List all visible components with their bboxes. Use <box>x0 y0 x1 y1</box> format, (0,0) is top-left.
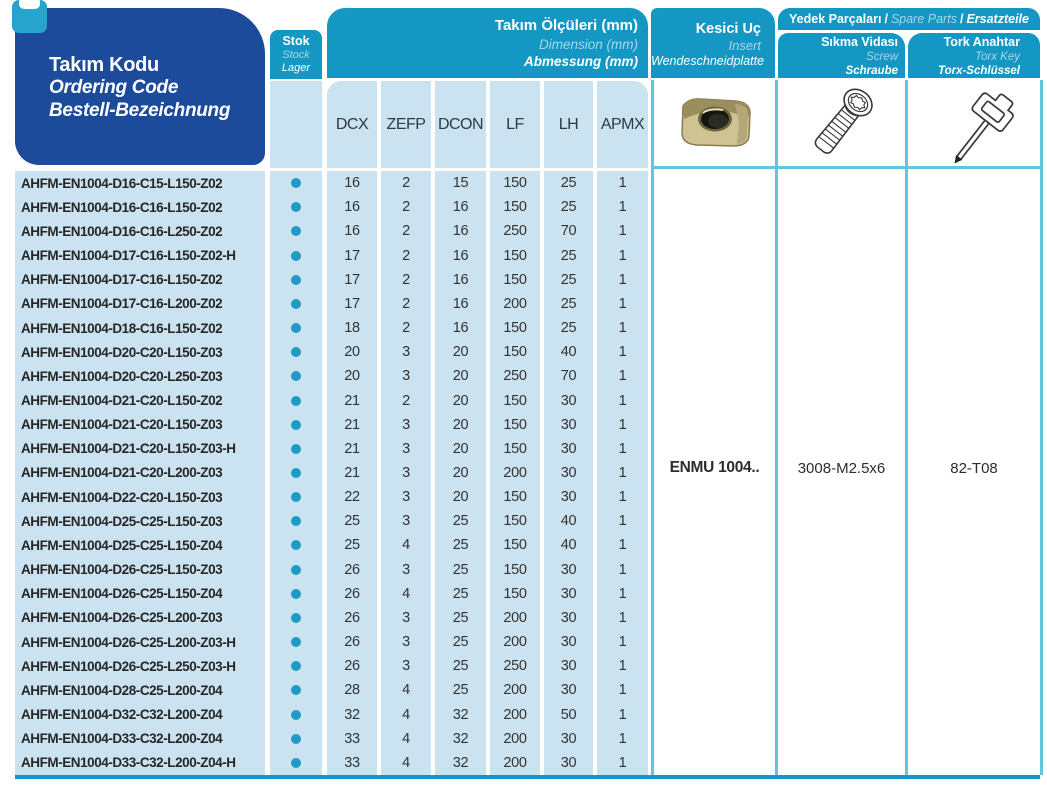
row-12-lh: 30 <box>544 461 593 485</box>
stock-available-dot <box>291 613 301 623</box>
spare-parts-label-tr: Yedek Parçaları <box>789 12 882 26</box>
stock-available-dot <box>291 178 301 188</box>
row-0-lh: 25 <box>544 171 593 195</box>
row-6-zefp: 2 <box>381 316 431 340</box>
divider-screw-torx <box>905 80 908 775</box>
column-header-dcx: DCX <box>327 81 377 168</box>
row-0-dcon: 15 <box>435 171 486 195</box>
row-20-lf: 250 <box>490 654 540 678</box>
stock-column-header <box>270 30 322 79</box>
row-1-dcx: 16 <box>327 195 377 219</box>
row-13-ordering-code: AHFM-EN1004-D22-C20-L150-Z03 <box>15 485 265 509</box>
row-20-stock-cell <box>270 654 322 678</box>
row-2-stock-cell <box>270 219 322 243</box>
row-6-ordering-code: AHFM-EN1004-D18-C16-L150-Z02 <box>15 316 265 340</box>
row-3-dcon: 16 <box>435 243 486 267</box>
row-6-apmx: 1 <box>597 316 648 340</box>
stock-available-dot <box>291 299 301 309</box>
stock-available-dot <box>291 420 301 430</box>
row-18-apmx: 1 <box>597 606 648 630</box>
row-18-lf: 200 <box>490 606 540 630</box>
row-14-dcx: 25 <box>327 509 377 533</box>
row-21-zefp: 4 <box>381 678 431 702</box>
insert-label-de: Wendeschneidplatte <box>651 54 765 69</box>
row-12-ordering-code: AHFM-EN1004-D21-C20-L200-Z03 <box>15 461 265 485</box>
row-7-lh: 40 <box>544 340 593 364</box>
row-14-lf: 150 <box>490 509 540 533</box>
row-7-dcx: 20 <box>327 340 377 364</box>
row-5-apmx: 1 <box>597 292 648 316</box>
row-12-dcon: 20 <box>435 461 486 485</box>
row-7-dcon: 20 <box>435 340 486 364</box>
row-11-zefp: 3 <box>381 437 431 461</box>
dimensions-header <box>327 8 648 78</box>
row-8-dcon: 20 <box>435 364 486 388</box>
row-6-dcon: 16 <box>435 316 486 340</box>
row-14-apmx: 1 <box>597 509 648 533</box>
row-4-zefp: 2 <box>381 268 431 292</box>
row-5-stock-cell <box>270 292 322 316</box>
row-8-stock-cell <box>270 364 322 388</box>
row-2-lh: 70 <box>544 219 593 243</box>
row-1-lh: 25 <box>544 195 593 219</box>
row-13-dcx: 22 <box>327 485 377 509</box>
row-16-lh: 30 <box>544 558 593 582</box>
row-12-zefp: 3 <box>381 461 431 485</box>
spare-parts-header <box>778 8 1040 30</box>
row-21-dcon: 25 <box>435 678 486 702</box>
row-3-lf: 150 <box>490 243 540 267</box>
row-18-lh: 30 <box>544 606 593 630</box>
row-14-stock-cell <box>270 509 322 533</box>
row-22-ordering-code: AHFM-EN1004-D32-C32-L200-Z04 <box>15 703 265 727</box>
row-3-lh: 25 <box>544 243 593 267</box>
row-2-ordering-code: AHFM-EN1004-D16-C16-L250-Z02 <box>15 219 265 243</box>
row-24-lh: 30 <box>544 751 593 775</box>
row-21-apmx: 1 <box>597 678 648 702</box>
row-0-ordering-code: AHFM-EN1004-D16-C15-L150-Z02 <box>15 171 265 195</box>
row-23-zefp: 4 <box>381 727 431 751</box>
stock-available-dot <box>291 347 301 357</box>
row-4-dcx: 17 <box>327 268 377 292</box>
row-18-ordering-code: AHFM-EN1004-D26-C25-L200-Z03 <box>15 606 265 630</box>
row-10-lh: 30 <box>544 413 593 437</box>
torx-key-drawing <box>908 82 1040 164</box>
row-7-ordering-code: AHFM-EN1004-D20-C20-L150-Z03 <box>15 340 265 364</box>
row-2-apmx: 1 <box>597 219 648 243</box>
row-7-lf: 150 <box>490 340 540 364</box>
row-18-stock-cell <box>270 606 322 630</box>
stock-available-dot <box>291 468 301 478</box>
row-2-zefp: 2 <box>381 219 431 243</box>
row-13-stock-cell <box>270 485 322 509</box>
spare-parts-sep2: / <box>959 12 964 26</box>
stock-label-en: Stock <box>282 49 310 61</box>
stock-available-dot <box>291 685 301 695</box>
row-16-stock-cell <box>270 558 322 582</box>
row-21-stock-cell <box>270 678 322 702</box>
insert-label-tr: Kesici Uç <box>695 21 761 37</box>
row-19-zefp: 3 <box>381 630 431 654</box>
column-header-lh: LH <box>544 81 593 168</box>
row-7-stock-cell <box>270 340 322 364</box>
row-13-apmx: 1 <box>597 485 648 509</box>
row-1-dcon: 16 <box>435 195 486 219</box>
torx-screw-drawing-svg <box>799 83 885 163</box>
row-24-stock-cell <box>270 751 322 775</box>
row-6-stock-cell <box>270 316 322 340</box>
row-19-lf: 200 <box>490 630 540 654</box>
torx-key-drawing-svg <box>918 81 1030 165</box>
row-23-dcon: 32 <box>435 727 486 751</box>
row-3-dcx: 17 <box>327 243 377 267</box>
row-2-dcon: 16 <box>435 219 486 243</box>
row-3-apmx: 1 <box>597 243 648 267</box>
catalog-tab-notch <box>19 0 40 9</box>
row-11-stock-cell <box>270 437 322 461</box>
stock-available-dot <box>291 396 301 406</box>
spare-parts-label-en: Spare Parts <box>890 12 957 26</box>
row-4-ordering-code: AHFM-EN1004-D17-C16-L150-Z02 <box>15 268 265 292</box>
row-6-lf: 150 <box>490 316 540 340</box>
row-23-lh: 30 <box>544 727 593 751</box>
row-17-ordering-code: AHFM-EN1004-D26-C25-L150-Z04 <box>15 582 265 606</box>
row-24-dcon: 32 <box>435 751 486 775</box>
row-1-stock-cell <box>270 195 322 219</box>
row-24-apmx: 1 <box>597 751 648 775</box>
row-20-zefp: 3 <box>381 654 431 678</box>
torx-key-column-header <box>908 33 1040 78</box>
row-22-lh: 50 <box>544 703 593 727</box>
row-11-dcx: 21 <box>327 437 377 461</box>
row-16-lf: 150 <box>490 558 540 582</box>
row-10-stock-cell <box>270 413 322 437</box>
row-20-apmx: 1 <box>597 654 648 678</box>
row-1-lf: 150 <box>490 195 540 219</box>
row-6-dcx: 18 <box>327 316 377 340</box>
row-6-lh: 25 <box>544 316 593 340</box>
row-8-dcx: 20 <box>327 364 377 388</box>
stock-available-dot <box>291 661 301 671</box>
row-2-lf: 250 <box>490 219 540 243</box>
row-15-apmx: 1 <box>597 533 648 557</box>
stock-available-dot <box>291 251 301 261</box>
screw-value: 3008-M2.5x6 <box>797 459 886 477</box>
row-16-ordering-code: AHFM-EN1004-D26-C25-L150-Z03 <box>15 558 265 582</box>
row-3-ordering-code: AHFM-EN1004-D17-C16-L150-Z02-H <box>15 243 265 267</box>
row-8-lf: 250 <box>490 364 540 388</box>
row-18-zefp: 3 <box>381 606 431 630</box>
row-17-apmx: 1 <box>597 582 648 606</box>
row-21-lf: 200 <box>490 678 540 702</box>
row-5-lf: 200 <box>490 292 540 316</box>
row-8-zefp: 3 <box>381 364 431 388</box>
row-17-stock-cell <box>270 582 322 606</box>
row-23-dcx: 33 <box>327 727 377 751</box>
dimensions-label-tr: Takım Ölçüleri (mm) <box>494 17 638 34</box>
row-16-dcon: 25 <box>435 558 486 582</box>
row-0-dcx: 16 <box>327 171 377 195</box>
divider-insert-left <box>651 80 654 775</box>
row-20-dcon: 25 <box>435 654 486 678</box>
row-13-zefp: 3 <box>381 485 431 509</box>
row-24-ordering-code: AHFM-EN1004-D33-C32-L200-Z04-H <box>15 751 265 775</box>
row-9-zefp: 2 <box>381 388 431 412</box>
row-4-lf: 150 <box>490 268 540 292</box>
row-17-lf: 150 <box>490 582 540 606</box>
row-9-apmx: 1 <box>597 388 648 412</box>
row-11-dcon: 20 <box>435 437 486 461</box>
torx-key-label-de: Torx-Schlüssel <box>937 65 1020 78</box>
row-10-ordering-code: AHFM-EN1004-D21-C20-L150-Z03 <box>15 413 265 437</box>
insert-column-header <box>651 8 775 78</box>
row-1-zefp: 2 <box>381 195 431 219</box>
row-15-dcon: 25 <box>435 533 486 557</box>
milling-insert-photo <box>654 82 775 164</box>
row-14-lh: 40 <box>544 509 593 533</box>
row-3-stock-cell <box>270 243 322 267</box>
row-22-dcon: 32 <box>435 703 486 727</box>
row-1-ordering-code: AHFM-EN1004-D16-C16-L150-Z02 <box>15 195 265 219</box>
row-0-zefp: 2 <box>381 171 431 195</box>
row-9-lf: 150 <box>490 388 540 412</box>
column-header-dcon: DCON <box>435 81 486 168</box>
row-12-lf: 200 <box>490 461 540 485</box>
stock-available-dot <box>291 710 301 720</box>
row-19-stock-cell <box>270 630 322 654</box>
screw-label-tr: Sıkma Vidası <box>821 35 898 49</box>
row-8-lh: 70 <box>544 364 593 388</box>
row-11-lh: 30 <box>544 437 593 461</box>
row-16-zefp: 3 <box>381 558 431 582</box>
spare-parts-sep1: / <box>884 12 888 26</box>
row-22-zefp: 4 <box>381 703 431 727</box>
row-20-dcx: 26 <box>327 654 377 678</box>
row-24-lf: 200 <box>490 751 540 775</box>
row-4-stock-cell <box>270 268 322 292</box>
row-5-dcon: 16 <box>435 292 486 316</box>
stock-available-dot <box>291 637 301 647</box>
row-15-dcx: 25 <box>327 533 377 557</box>
screw-label-de: Schraube <box>845 65 898 78</box>
stock-available-dot <box>291 758 301 768</box>
column-header-apmx: APMX <box>597 81 648 168</box>
screw-column-header <box>778 33 905 78</box>
row-5-ordering-code: AHFM-EN1004-D17-C16-L200-Z02 <box>15 292 265 316</box>
row-19-dcx: 26 <box>327 630 377 654</box>
stock-column-spacer <box>270 81 322 168</box>
row-5-zefp: 2 <box>381 292 431 316</box>
row-21-dcx: 28 <box>327 678 377 702</box>
torx-screw-drawing <box>778 82 905 164</box>
row-18-dcx: 26 <box>327 606 377 630</box>
row-8-ordering-code: AHFM-EN1004-D20-C20-L250-Z03 <box>15 364 265 388</box>
row-17-zefp: 4 <box>381 582 431 606</box>
row-15-lf: 150 <box>490 533 540 557</box>
row-3-zefp: 2 <box>381 243 431 267</box>
row-22-lf: 200 <box>490 703 540 727</box>
row-9-dcon: 20 <box>435 388 486 412</box>
row-11-apmx: 1 <box>597 437 648 461</box>
stock-available-dot <box>291 275 301 285</box>
divider-right-edge <box>1040 80 1043 775</box>
stock-available-dot <box>291 202 301 212</box>
row-17-lh: 30 <box>544 582 593 606</box>
column-header-zefp: ZEFP <box>381 81 431 168</box>
row-21-lh: 30 <box>544 678 593 702</box>
row-23-apmx: 1 <box>597 727 648 751</box>
row-16-dcx: 26 <box>327 558 377 582</box>
row-0-stock-cell <box>270 171 322 195</box>
row-12-apmx: 1 <box>597 461 648 485</box>
stock-available-dot <box>291 589 301 599</box>
stock-available-dot <box>291 516 301 526</box>
row-7-apmx: 1 <box>597 340 648 364</box>
row-15-stock-cell <box>270 533 322 557</box>
milling-insert-photo-svg <box>669 92 761 154</box>
spare-parts-label-de: Ersatzteile <box>966 12 1029 26</box>
divider-insert-screw <box>775 80 778 775</box>
row-13-lh: 30 <box>544 485 593 509</box>
row-14-zefp: 3 <box>381 509 431 533</box>
stock-available-dot <box>291 734 301 744</box>
row-13-lf: 150 <box>490 485 540 509</box>
row-24-dcx: 33 <box>327 751 377 775</box>
row-0-lf: 150 <box>490 171 540 195</box>
row-23-lf: 200 <box>490 727 540 751</box>
row-21-ordering-code: AHFM-EN1004-D28-C25-L200-Z04 <box>15 678 265 702</box>
row-9-lh: 30 <box>544 388 593 412</box>
stock-available-dot <box>291 371 301 381</box>
screw-label-en: Screw <box>866 51 898 64</box>
stock-available-dot <box>291 226 301 236</box>
row-9-dcx: 21 <box>327 388 377 412</box>
table-bottom-border <box>15 775 1040 779</box>
row-4-lh: 25 <box>544 268 593 292</box>
rows-grid <box>15 171 648 775</box>
stock-available-dot <box>291 444 301 454</box>
catalog-tab-icon <box>12 0 47 33</box>
row-24-zefp: 4 <box>381 751 431 775</box>
insert-value: ENMU 1004.. <box>669 459 760 476</box>
ordering-code-title-de: Bestell-Bezeichnung <box>49 99 231 121</box>
row-10-dcon: 20 <box>435 413 486 437</box>
torx-key-label-en: Torx Key <box>975 51 1020 64</box>
row-22-stock-cell <box>270 703 322 727</box>
row-14-dcon: 25 <box>435 509 486 533</box>
row-10-apmx: 1 <box>597 413 648 437</box>
row-1-apmx: 1 <box>597 195 648 219</box>
row-16-apmx: 1 <box>597 558 648 582</box>
row-0-apmx: 1 <box>597 171 648 195</box>
row-9-stock-cell <box>270 388 322 412</box>
torx-key-label-tr: Tork Anahtar <box>943 35 1020 49</box>
ordering-code-header <box>15 8 265 165</box>
stock-available-dot <box>291 565 301 575</box>
row-19-apmx: 1 <box>597 630 648 654</box>
ordering-code-title-tr: Takım Kodu <box>49 54 159 76</box>
row-11-lf: 150 <box>490 437 540 461</box>
row-4-dcon: 16 <box>435 268 486 292</box>
row-11-ordering-code: AHFM-EN1004-D21-C20-L150-Z03-H <box>15 437 265 461</box>
row-12-dcx: 21 <box>327 461 377 485</box>
dimensions-label-de: Abmessung (mm) <box>523 54 638 70</box>
row-13-dcon: 20 <box>435 485 486 509</box>
torx-key-value: 82-T08 <box>950 459 998 477</box>
row-23-ordering-code: AHFM-EN1004-D33-C32-L200-Z04 <box>15 727 265 751</box>
row-10-dcx: 21 <box>327 413 377 437</box>
row-2-dcx: 16 <box>327 219 377 243</box>
row-18-dcon: 25 <box>435 606 486 630</box>
row-15-zefp: 4 <box>381 533 431 557</box>
row-5-dcx: 17 <box>327 292 377 316</box>
row-20-lh: 30 <box>544 654 593 678</box>
row-10-lf: 150 <box>490 413 540 437</box>
column-header-lf: LF <box>490 81 540 168</box>
row-22-dcx: 32 <box>327 703 377 727</box>
row-8-apmx: 1 <box>597 364 648 388</box>
row-20-ordering-code: AHFM-EN1004-D26-C25-L250-Z03-H <box>15 654 265 678</box>
stock-available-dot <box>291 540 301 550</box>
row-19-dcon: 25 <box>435 630 486 654</box>
stock-available-dot <box>291 492 301 502</box>
row-17-dcx: 26 <box>327 582 377 606</box>
row-7-zefp: 3 <box>381 340 431 364</box>
insert-label-en: Insert <box>728 38 761 54</box>
row-10-zefp: 3 <box>381 413 431 437</box>
row-22-apmx: 1 <box>597 703 648 727</box>
row-23-stock-cell <box>270 727 322 751</box>
stock-available-dot <box>291 323 301 333</box>
stock-label-de: Lager <box>281 62 311 75</box>
row-4-apmx: 1 <box>597 268 648 292</box>
dimension-columns-header <box>327 81 648 168</box>
row-15-ordering-code: AHFM-EN1004-D25-C25-L150-Z04 <box>15 533 265 557</box>
row-14-ordering-code: AHFM-EN1004-D25-C25-L150-Z03 <box>15 509 265 533</box>
row-19-ordering-code: AHFM-EN1004-D26-C25-L200-Z03-H <box>15 630 265 654</box>
row-12-stock-cell <box>270 461 322 485</box>
ordering-code-title-en: Ordering Code <box>49 77 179 99</box>
stock-label-tr: Stok <box>282 34 310 48</box>
row-19-lh: 30 <box>544 630 593 654</box>
dimensions-label-en: Dimension (mm) <box>538 36 638 52</box>
row-17-dcon: 25 <box>435 582 486 606</box>
row-9-ordering-code: AHFM-EN1004-D21-C20-L150-Z02 <box>15 388 265 412</box>
divider-under-images <box>651 166 1043 169</box>
row-5-lh: 25 <box>544 292 593 316</box>
row-15-lh: 40 <box>544 533 593 557</box>
